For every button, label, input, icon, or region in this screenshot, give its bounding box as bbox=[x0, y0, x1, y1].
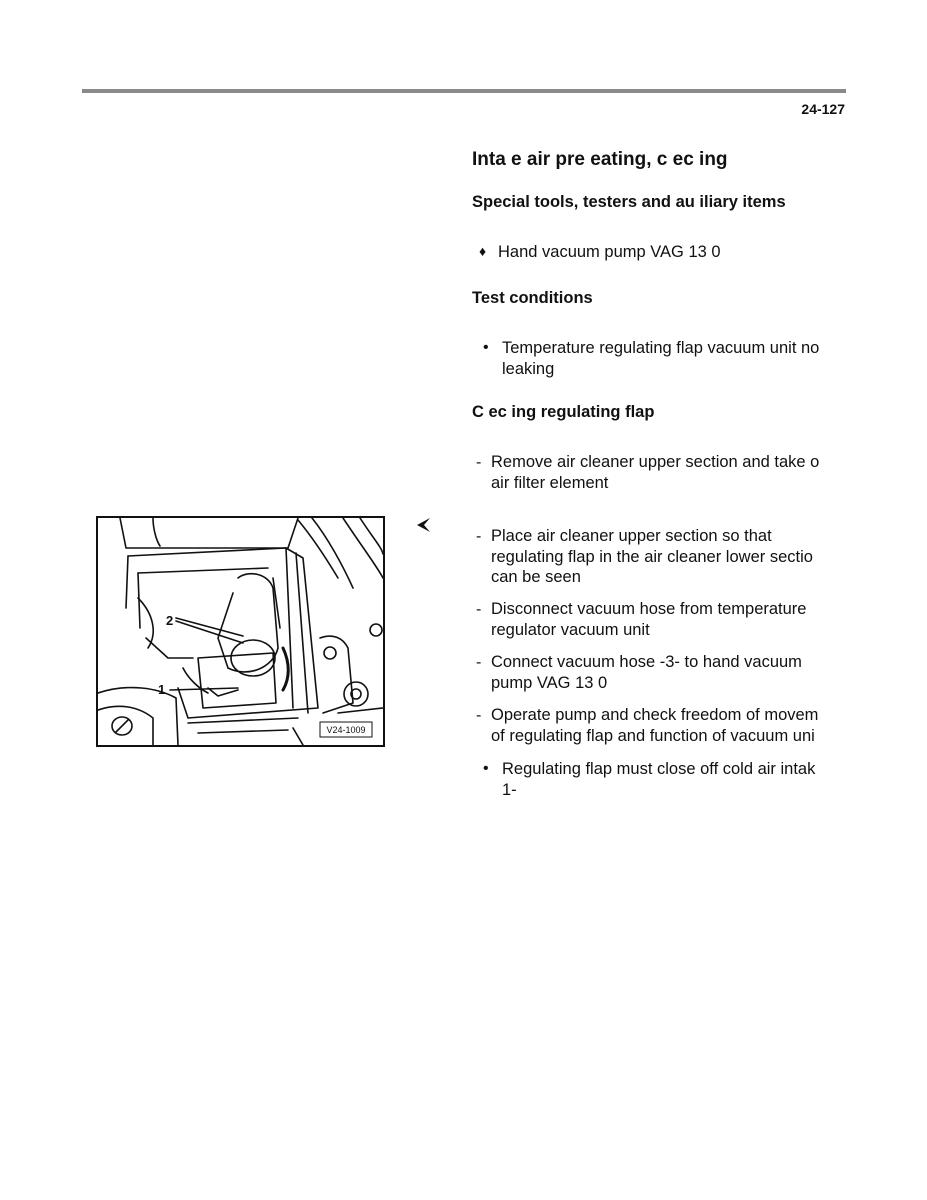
condition-line-2: leaking bbox=[502, 360, 555, 378]
dash-marker: - bbox=[476, 654, 482, 671]
step-1-line-1: Remove air cleaner upper section and take o bbox=[491, 453, 820, 471]
figure-pointer-icon bbox=[415, 516, 433, 534]
diamond-bullet-icon: ♦ bbox=[479, 243, 487, 259]
air-cleaner-illustration bbox=[96, 516, 385, 747]
step-2-line-3: can be seen bbox=[491, 568, 581, 586]
callout-2: 2 bbox=[166, 613, 174, 628]
test-conditions-heading: Test conditions bbox=[472, 289, 593, 307]
step-5-line-1: Operate pump and check freedom of movem bbox=[491, 706, 819, 724]
result-line-1: Regulating flap must close off cold air intak bbox=[502, 760, 816, 778]
step-3-line-1: Disconnect vacuum hose from temperature bbox=[491, 600, 807, 618]
figure-code: V24-1009 bbox=[326, 725, 366, 735]
result-line-2: 1- bbox=[502, 781, 517, 799]
step-2-line-1: Place air cleaner upper section so that bbox=[491, 527, 772, 545]
checking-heading: C ec ing regulating flap bbox=[472, 403, 655, 421]
dash-marker: - bbox=[476, 707, 482, 724]
step-4-line-2: pump VAG 13 0 bbox=[491, 674, 608, 692]
page-number: 24-127 bbox=[801, 101, 845, 117]
page-title: Inta e air pre eating, c ec ing bbox=[472, 149, 728, 170]
tool-item: Hand vacuum pump VAG 13 0 bbox=[498, 243, 721, 261]
callout-1: 1 bbox=[158, 682, 166, 697]
tools-heading: Special tools, testers and au iliary items bbox=[472, 193, 786, 211]
dash-marker: - bbox=[476, 454, 482, 471]
air-cleaner-drawing bbox=[98, 518, 383, 745]
dash-marker: - bbox=[476, 601, 482, 618]
step-1-line-2: air filter element bbox=[491, 474, 609, 492]
bullet-icon: • bbox=[483, 760, 489, 777]
step-2-line-2: regulating flap in the air cleaner lower sectio bbox=[491, 548, 813, 566]
step-5-line-2: of regulating flap and function of vacuum uni bbox=[491, 727, 815, 745]
condition-line-1: Temperature regulating flap vacuum unit no bbox=[502, 339, 820, 357]
step-4-line-1: Connect vacuum hose -3- to hand vacuum bbox=[491, 653, 802, 671]
header-rule bbox=[82, 89, 846, 93]
dash-marker: - bbox=[476, 528, 482, 545]
bullet-icon: • bbox=[483, 339, 489, 356]
step-3-line-2: regulator vacuum unit bbox=[491, 621, 650, 639]
